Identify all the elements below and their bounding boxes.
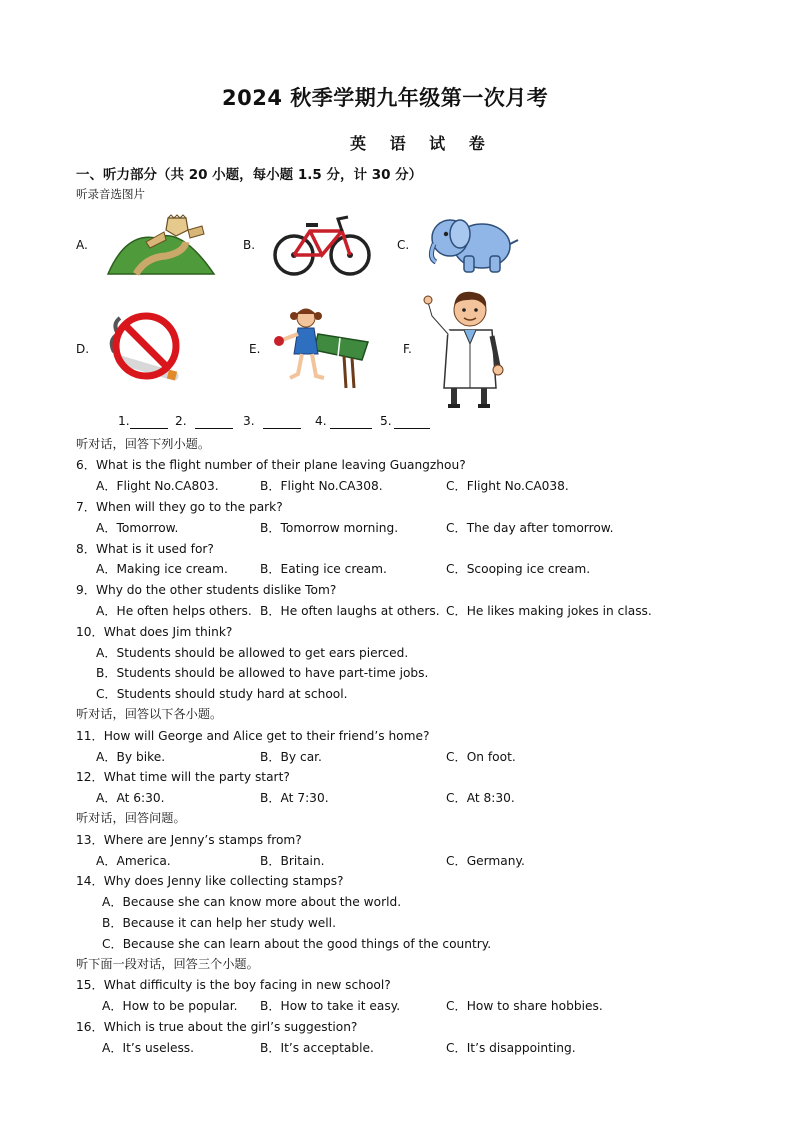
no-smoking-icon bbox=[106, 310, 186, 382]
question-stem: 8．What is it used for? bbox=[76, 542, 214, 556]
question-stem: 9．Why do the other students dislike Tom? bbox=[76, 583, 337, 597]
option-a[interactable]: A．At 6:30. bbox=[96, 791, 165, 805]
picture-label-b: B. bbox=[243, 238, 256, 252]
option-b[interactable]: B．It’s acceptable. bbox=[260, 1041, 374, 1055]
picture-label-e: E. bbox=[249, 342, 261, 356]
picture-label-a: A. bbox=[76, 238, 88, 252]
question-stem: 10．What does Jim think? bbox=[76, 625, 233, 639]
group-instruction: 听下面一段对话，回答三个小题。 bbox=[76, 957, 259, 971]
question-10-option-c-row bbox=[0, 685, 794, 703]
blank-4-label: 4. bbox=[315, 414, 327, 428]
question-14-option-a-row bbox=[0, 893, 794, 911]
answer-blank-2[interactable] bbox=[195, 416, 233, 429]
option-a[interactable]: A．By bike. bbox=[96, 750, 166, 764]
question-12-options bbox=[0, 789, 794, 807]
option-b[interactable]: B．Flight No.CA308. bbox=[260, 479, 383, 493]
question-16-options bbox=[0, 1039, 794, 1057]
question-8 bbox=[0, 540, 794, 558]
option-a[interactable]: A．Students should be allowed to get ears pierced. bbox=[96, 646, 409, 660]
option-a[interactable]: A．America. bbox=[96, 854, 171, 868]
answer-blank-5[interactable] bbox=[394, 416, 430, 429]
question-stem: 16．Which is true about the girl’s suggestion? bbox=[76, 1020, 358, 1034]
option-b[interactable]: B．Tomorrow morning. bbox=[260, 521, 399, 535]
option-b[interactable]: B．By car. bbox=[260, 750, 322, 764]
option-c[interactable]: C．On foot. bbox=[446, 750, 516, 764]
question-14 bbox=[0, 872, 794, 890]
question-12 bbox=[0, 768, 794, 786]
question-14-option-c-row bbox=[0, 935, 794, 953]
option-c[interactable]: C．At 8:30. bbox=[446, 791, 515, 805]
group-instruction: 听对话，回答以下各小题。 bbox=[76, 707, 223, 721]
option-a[interactable]: A．Making ice cream. bbox=[96, 562, 228, 576]
question-15 bbox=[0, 976, 794, 994]
question-stem: 6．What is the flight number of their plane leaving Guangzhou? bbox=[76, 458, 466, 472]
group-instruction: 听对话，回答下列小题。 bbox=[76, 437, 211, 451]
option-c[interactable]: C．Germany. bbox=[446, 854, 525, 868]
option-b[interactable]: B．Because it can help her study well. bbox=[102, 916, 336, 930]
question-stem: 15．What difficulty is the boy facing in new school? bbox=[76, 978, 391, 992]
page-subtitle: 英 语 试 卷 bbox=[350, 134, 494, 153]
question-8-options bbox=[0, 560, 794, 578]
question-10-option-b-row bbox=[0, 664, 794, 682]
question-13 bbox=[0, 831, 794, 849]
option-a[interactable]: A．Tomorrow. bbox=[96, 521, 179, 535]
question-stem: 11．How will George and Alice get to their friend’s home? bbox=[76, 729, 430, 743]
question-10 bbox=[0, 623, 794, 641]
answer-blank-1[interactable] bbox=[130, 416, 168, 429]
elephant-icon bbox=[424, 210, 520, 276]
blank-2-label: 2. bbox=[175, 414, 187, 428]
question-14-option-b-row bbox=[0, 914, 794, 932]
question-16 bbox=[0, 1018, 794, 1036]
bicycle-icon bbox=[272, 213, 372, 277]
question-13-options bbox=[0, 852, 794, 870]
blank-5-label: 5. bbox=[380, 414, 392, 428]
picture-label-c: C. bbox=[397, 238, 410, 252]
option-a[interactable]: A．He often helps others. bbox=[96, 604, 252, 618]
answer-blank-3[interactable] bbox=[263, 416, 301, 429]
answer-blank-4[interactable] bbox=[330, 416, 372, 429]
question-9-options bbox=[0, 602, 794, 620]
option-c[interactable]: C．He likes making jokes in class. bbox=[446, 604, 652, 618]
option-c[interactable]: C．Students should study hard at school. bbox=[96, 687, 348, 701]
doctor-icon bbox=[424, 288, 504, 410]
great-wall-icon bbox=[106, 212, 216, 278]
question-7 bbox=[0, 498, 794, 516]
question-stem: 12．What time will the party start? bbox=[76, 770, 290, 784]
instruction-text: 听录音选图片 bbox=[76, 187, 145, 201]
picture-label-f: F. bbox=[403, 342, 412, 356]
question-11 bbox=[0, 727, 794, 745]
question-stem: 14．Why does Jenny like collecting stamps? bbox=[76, 874, 344, 888]
option-b[interactable]: B．At 7:30. bbox=[260, 791, 329, 805]
option-a[interactable]: A．Flight No.CA803. bbox=[96, 479, 219, 493]
question-stem: 13．Where are Jenny’s stamps from? bbox=[76, 833, 302, 847]
blank-1-label: 1. bbox=[118, 414, 130, 428]
option-a[interactable]: A．Because she can know more about the world. bbox=[102, 895, 402, 909]
question-7-options bbox=[0, 519, 794, 537]
option-b[interactable]: B．Britain. bbox=[260, 854, 325, 868]
option-b[interactable]: B．He often laughs at others. bbox=[260, 604, 440, 618]
option-b[interactable]: B．How to take it easy. bbox=[260, 999, 401, 1013]
question-15-options bbox=[0, 997, 794, 1015]
option-c[interactable]: C．It’s disappointing. bbox=[446, 1041, 576, 1055]
option-a[interactable]: A．It’s useless. bbox=[102, 1041, 195, 1055]
option-b[interactable]: B．Students should be allowed to have part-time jobs. bbox=[96, 666, 429, 680]
option-c[interactable]: C．How to share hobbies. bbox=[446, 999, 603, 1013]
question-6-options bbox=[0, 477, 794, 495]
question-10-option-a-row bbox=[0, 644, 794, 662]
blank-3-label: 3. bbox=[243, 414, 255, 428]
question-9 bbox=[0, 581, 794, 599]
question-stem: 7．When will they go to the park? bbox=[76, 500, 283, 514]
option-c[interactable]: C．Because she can learn about the good things of the country. bbox=[102, 937, 492, 951]
option-c[interactable]: C．Flight No.CA038. bbox=[446, 479, 569, 493]
option-b[interactable]: B．Eating ice cream. bbox=[260, 562, 387, 576]
option-c[interactable]: C．Scooping ice cream. bbox=[446, 562, 591, 576]
question-6 bbox=[0, 456, 794, 474]
group-instruction: 听对话，回答问题。 bbox=[76, 811, 186, 825]
ping-pong-girl-icon bbox=[272, 304, 372, 388]
question-11-options bbox=[0, 748, 794, 766]
option-a[interactable]: A．How to be popular. bbox=[102, 999, 238, 1013]
section-heading: 一、听力部分（共 20 小题，每小题 1.5 分，计 30 分） bbox=[76, 167, 423, 183]
option-c[interactable]: C．The day after tomorrow. bbox=[446, 521, 614, 535]
picture-label-d: D. bbox=[76, 342, 90, 356]
page-title: 2024 秋季学期九年级第一次月考 bbox=[222, 86, 549, 110]
